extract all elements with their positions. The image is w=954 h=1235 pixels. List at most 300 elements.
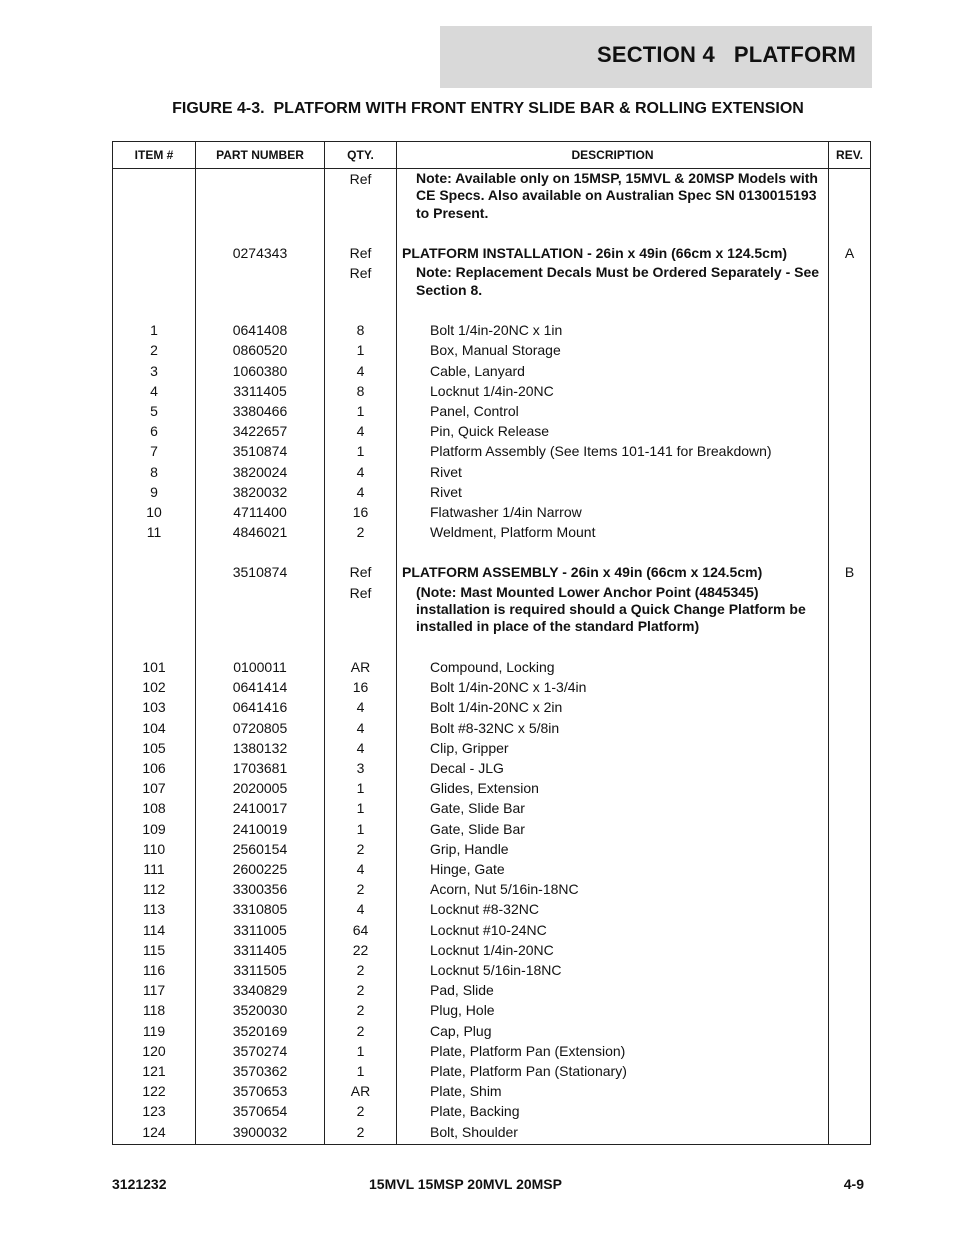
part-description: Plug, Hole: [430, 1002, 495, 1019]
qty-cell: 2: [325, 1122, 397, 1145]
part-description: Plate, Platform Pan (Stationary): [430, 1062, 627, 1079]
description-cell: [397, 263, 829, 300]
rev-cell: [829, 879, 871, 899]
qty-cell: 8: [325, 381, 397, 401]
rev-cell: [829, 320, 871, 340]
rev-cell: [829, 381, 871, 401]
section-header-box: [440, 26, 872, 88]
table-row: [113, 778, 871, 798]
note-row: [113, 263, 871, 300]
item-number-cell: 1: [113, 320, 196, 340]
spacer-cell: [113, 542, 196, 562]
spacer-cell: [196, 637, 325, 657]
rev-cell: [829, 980, 871, 1000]
table-row: [113, 340, 871, 360]
part-number-cell: 3570654: [196, 1101, 325, 1121]
rev-cell: [829, 798, 871, 818]
item-number-cell: 4: [113, 381, 196, 401]
part-description: Bolt 1/4in-20NC x 1in: [430, 322, 563, 339]
rev-cell: [829, 738, 871, 758]
spacer-cell: [325, 542, 397, 562]
footer-doc-number: 3121232: [112, 1176, 167, 1192]
rev-cell: [829, 718, 871, 738]
item-number-cell: 9: [113, 482, 196, 502]
rev-cell: [829, 940, 871, 960]
qty-cell: 1: [325, 401, 397, 421]
description-cell: [397, 522, 829, 542]
table-row: [113, 1021, 871, 1041]
part-number-cell: 3570653: [196, 1081, 325, 1101]
part-description: Gate, Slide Bar: [430, 820, 525, 837]
description-cell: [397, 960, 829, 980]
item-number-cell: 3: [113, 361, 196, 381]
description-cell: [397, 839, 829, 859]
qty-cell: 4: [325, 482, 397, 502]
description-cell: [397, 798, 829, 818]
footer-models: 15MVL 15MSP 20MVL 20MSP: [369, 1176, 562, 1192]
table-row: [113, 980, 871, 1000]
qty-cell: 4: [325, 421, 397, 441]
rev-cell: [829, 441, 871, 461]
qty-cell: 2: [325, 1101, 397, 1121]
description-cell: [397, 562, 829, 582]
qty-cell: 16: [325, 677, 397, 697]
description-cell: [397, 677, 829, 697]
description-cell: [397, 169, 829, 224]
item-number-cell: 117: [113, 980, 196, 1000]
part-number-cell: 0641416: [196, 697, 325, 717]
spacer-cell: [829, 542, 871, 562]
rev-cell: [829, 522, 871, 542]
part-number-cell: 4711400: [196, 502, 325, 522]
description-cell: [397, 502, 829, 522]
item-number-cell: 111: [113, 859, 196, 879]
item-number-cell: 107: [113, 778, 196, 798]
part-description: Plate, Shim: [430, 1083, 502, 1100]
part-number-cell: [196, 583, 325, 637]
spacer-cell: [113, 637, 196, 657]
item-number-cell: 122: [113, 1081, 196, 1101]
table-row: [113, 697, 871, 717]
qty-cell: Ref: [325, 583, 397, 637]
description-cell: [397, 859, 829, 879]
part-description: Glides, Extension: [430, 780, 539, 797]
rev-cell: [829, 361, 871, 381]
table-row: [113, 1122, 871, 1145]
column-header-part-number: PART NUMBER: [196, 142, 325, 169]
qty-cell: Ref: [325, 243, 397, 263]
rev-cell: [829, 401, 871, 421]
rev-cell: [829, 169, 871, 224]
qty-cell: 8: [325, 320, 397, 340]
section-title: SECTION 4 PLATFORM: [596, 42, 856, 67]
rev-cell: [829, 920, 871, 940]
part-number-cell: 3510874: [196, 562, 325, 582]
table-row: [113, 1061, 871, 1081]
part-number-cell: 3820024: [196, 462, 325, 482]
item-number-cell: 11: [113, 522, 196, 542]
rev-cell: [829, 502, 871, 522]
qty-cell: 4: [325, 859, 397, 879]
description-cell: [397, 940, 829, 960]
spacer-cell: [113, 223, 196, 243]
assembly-title: PLATFORM ASSEMBLY - 26in x 49in (66cm x 124.5cm): [402, 564, 763, 581]
table-row: [113, 758, 871, 778]
part-number-cell: 1703681: [196, 758, 325, 778]
item-number-cell: 2: [113, 340, 196, 360]
note-text: (Note: Mast Mounted Lower Anchor Point (4845345) installation is required should a Quick Change Platform be installed in place of the standard Platform): [416, 583, 806, 635]
item-number-cell: 108: [113, 798, 196, 818]
spacer-row: [113, 637, 871, 657]
qty-cell: Ref: [325, 562, 397, 582]
part-number-cell: 2410019: [196, 819, 325, 839]
rev-cell: A: [829, 243, 871, 263]
item-number-cell: 101: [113, 657, 196, 677]
table-row: [113, 960, 871, 980]
note-row: [113, 583, 871, 637]
part-number-cell: 3570362: [196, 1061, 325, 1081]
spacer-cell: [196, 223, 325, 243]
rev-cell: [829, 421, 871, 441]
part-number-cell: 0274343: [196, 243, 325, 263]
table-row: [113, 482, 871, 502]
table-row: [113, 798, 871, 818]
part-description: Pad, Slide: [430, 982, 494, 999]
rev-cell: [829, 1041, 871, 1061]
table-row: [113, 718, 871, 738]
table-row: [113, 1081, 871, 1101]
item-number-cell: 112: [113, 879, 196, 899]
description-cell: [397, 778, 829, 798]
part-number-cell: 3380466: [196, 401, 325, 421]
table-row: [113, 940, 871, 960]
rev-cell: [829, 819, 871, 839]
qty-cell: 4: [325, 697, 397, 717]
table-row: [113, 502, 871, 522]
part-description: Cable, Lanyard: [430, 362, 525, 379]
description-cell: [397, 421, 829, 441]
qty-cell: 2: [325, 522, 397, 542]
part-description: Locknut #10-24NC: [430, 921, 547, 938]
item-number-cell: [113, 169, 196, 224]
assembly-heading-row: [113, 562, 871, 582]
part-number-cell: 3520030: [196, 1000, 325, 1020]
qty-cell: Ref: [325, 169, 397, 224]
item-number-cell: [113, 263, 196, 300]
table-row: [113, 441, 871, 461]
item-number-cell: 120: [113, 1041, 196, 1061]
item-number-cell: 110: [113, 839, 196, 859]
part-number-cell: 2600225: [196, 859, 325, 879]
item-number-cell: [113, 583, 196, 637]
part-number-cell: 0641408: [196, 320, 325, 340]
column-header-description: DESCRIPTION: [397, 142, 829, 169]
part-description: Flatwasher 1/4in Narrow: [430, 504, 582, 521]
qty-cell: 4: [325, 718, 397, 738]
part-description: Acorn, Nut 5/16in-18NC: [430, 881, 579, 898]
description-cell: [397, 718, 829, 738]
rev-cell: [829, 677, 871, 697]
rev-cell: [829, 1021, 871, 1041]
item-number-cell: 106: [113, 758, 196, 778]
item-number-cell: 6: [113, 421, 196, 441]
qty-cell: 4: [325, 738, 397, 758]
rev-cell: [829, 263, 871, 300]
part-number-cell: 4846021: [196, 522, 325, 542]
spacer-cell: [196, 542, 325, 562]
part-number-cell: 0720805: [196, 718, 325, 738]
part-description: Box, Manual Storage: [430, 342, 561, 359]
item-number-cell: 103: [113, 697, 196, 717]
qty-cell: 64: [325, 920, 397, 940]
part-description: Bolt, Shoulder: [430, 1123, 518, 1140]
rev-cell: [829, 1000, 871, 1020]
part-description: Locknut #8-32NC: [430, 901, 539, 918]
part-description: Bolt 1/4in-20NC x 2in: [430, 699, 563, 716]
qty-cell: 2: [325, 1000, 397, 1020]
description-cell: [397, 980, 829, 1000]
spacer-row: [113, 542, 871, 562]
assembly-heading-row: [113, 243, 871, 263]
part-description: Locknut 1/4in-20NC: [430, 941, 554, 958]
table-row: [113, 819, 871, 839]
rev-cell: [829, 899, 871, 919]
rev-cell: [829, 960, 871, 980]
part-number-cell: 0100011: [196, 657, 325, 677]
description-cell: [397, 340, 829, 360]
description-cell: [397, 899, 829, 919]
qty-cell: AR: [325, 657, 397, 677]
description-cell: [397, 819, 829, 839]
part-number-cell: 3311505: [196, 960, 325, 980]
part-description: Plate, Platform Pan (Extension): [430, 1042, 626, 1059]
footer-page-number: 4-9: [843, 1176, 864, 1192]
spacer-cell: [397, 637, 829, 657]
part-description: Grip, Handle: [430, 840, 509, 857]
qty-cell: 4: [325, 899, 397, 919]
part-number-cell: 2410017: [196, 798, 325, 818]
part-description: Compound, Locking: [430, 658, 555, 675]
part-description: Hinge, Gate: [430, 860, 505, 877]
qty-cell: 2: [325, 960, 397, 980]
qty-cell: 3: [325, 758, 397, 778]
rev-cell: [829, 657, 871, 677]
table-row: [113, 1101, 871, 1121]
item-number-cell: 113: [113, 899, 196, 919]
qty-cell: 1: [325, 778, 397, 798]
part-description: Locknut 5/16in-18NC: [430, 961, 562, 978]
qty-cell: 1: [325, 340, 397, 360]
description-cell: [397, 758, 829, 778]
rev-cell: [829, 1122, 871, 1145]
table-row: [113, 899, 871, 919]
description-cell: [397, 879, 829, 899]
part-description: Rivet: [430, 483, 462, 500]
note-text: Note: Replacement Decals Must be Ordered Separately - See Section 8.: [416, 264, 820, 298]
spacer-cell: [113, 300, 196, 320]
spacer-cell: [397, 223, 829, 243]
qty-cell: 4: [325, 361, 397, 381]
table-row: [113, 879, 871, 899]
qty-cell: Ref: [325, 263, 397, 300]
description-cell: [397, 243, 829, 263]
table-row: [113, 401, 871, 421]
description-cell: [397, 462, 829, 482]
item-number-cell: 121: [113, 1061, 196, 1081]
part-description: Bolt 1/4in-20NC x 1-3/4in: [430, 679, 587, 696]
description-cell: [397, 1122, 829, 1145]
rev-cell: [829, 1061, 871, 1081]
rev-cell: [829, 1081, 871, 1101]
rev-cell: B: [829, 562, 871, 582]
table-row: [113, 677, 871, 697]
rev-cell: [829, 697, 871, 717]
rev-cell: [829, 340, 871, 360]
spacer-cell: [325, 637, 397, 657]
description-cell: [397, 1021, 829, 1041]
part-description: Cap, Plug: [430, 1022, 492, 1039]
table-row: [113, 657, 871, 677]
table-row: [113, 421, 871, 441]
item-number-cell: [113, 562, 196, 582]
description-cell: [397, 361, 829, 381]
qty-cell: 1: [325, 1061, 397, 1081]
note-row: [113, 169, 871, 224]
table-row: [113, 381, 871, 401]
qty-cell: 2: [325, 879, 397, 899]
spacer-cell: [829, 637, 871, 657]
note-text: Note: Available only on 15MSP, 15MVL & 20MSP Models with CE Specs. Also available on Australian Spec SN 0130015193 to Present.: [416, 170, 818, 221]
description-cell: [397, 920, 829, 940]
qty-cell: 1: [325, 819, 397, 839]
column-header-item: ITEM #: [113, 142, 196, 169]
rev-cell: [829, 482, 871, 502]
item-number-cell: 123: [113, 1101, 196, 1121]
qty-cell: AR: [325, 1081, 397, 1101]
table-header-row: [113, 142, 871, 169]
part-description: Panel, Control: [430, 403, 519, 420]
item-number-cell: 115: [113, 940, 196, 960]
spacer-row: [113, 300, 871, 320]
part-number-cell: 3900032: [196, 1122, 325, 1145]
column-header-rev: REV.: [829, 142, 871, 169]
item-number-cell: 114: [113, 920, 196, 940]
description-cell: [397, 657, 829, 677]
spacer-row: [113, 223, 871, 243]
item-number-cell: [113, 243, 196, 263]
figure-title: FIGURE 4-3. PLATFORM WITH FRONT ENTRY SLIDE BAR & ROLLING EXTENSION: [172, 100, 804, 117]
rev-cell: [829, 839, 871, 859]
item-number-cell: 116: [113, 960, 196, 980]
part-number-cell: 3300356: [196, 879, 325, 899]
spacer-cell: [196, 300, 325, 320]
qty-cell: 22: [325, 940, 397, 960]
description-cell: [397, 1000, 829, 1020]
part-number-cell: 3311405: [196, 381, 325, 401]
part-number-cell: 1380132: [196, 738, 325, 758]
description-cell: [397, 583, 829, 637]
part-number-cell: 3422657: [196, 421, 325, 441]
table-row: [113, 462, 871, 482]
spacer-cell: [325, 300, 397, 320]
qty-cell: 2: [325, 980, 397, 1000]
qty-cell: 16: [325, 502, 397, 522]
rev-cell: [829, 1101, 871, 1121]
description-cell: [397, 1081, 829, 1101]
rev-cell: [829, 758, 871, 778]
item-number-cell: 104: [113, 718, 196, 738]
item-number-cell: 109: [113, 819, 196, 839]
qty-cell: 1: [325, 798, 397, 818]
description-cell: [397, 401, 829, 421]
item-number-cell: 105: [113, 738, 196, 758]
table-row: [113, 1000, 871, 1020]
description-cell: [397, 320, 829, 340]
item-number-cell: 119: [113, 1021, 196, 1041]
part-description: Locknut 1/4in-20NC: [430, 382, 554, 399]
qty-cell: 2: [325, 839, 397, 859]
part-description: Gate, Slide Bar: [430, 800, 525, 817]
part-number-cell: 3510874: [196, 441, 325, 461]
spacer-cell: [397, 542, 829, 562]
part-number-cell: 3340829: [196, 980, 325, 1000]
table-row: [113, 738, 871, 758]
table-row: [113, 859, 871, 879]
spacer-cell: [829, 223, 871, 243]
description-cell: [397, 482, 829, 502]
rev-cell: [829, 462, 871, 482]
qty-cell: 4: [325, 462, 397, 482]
rev-cell: [829, 778, 871, 798]
item-number-cell: 8: [113, 462, 196, 482]
table-row: [113, 839, 871, 859]
description-cell: [397, 1041, 829, 1061]
qty-cell: 1: [325, 1041, 397, 1061]
part-description: Clip, Gripper: [430, 739, 509, 756]
part-description: Plate, Backing: [430, 1103, 520, 1120]
part-description: Decal - JLG: [430, 759, 504, 776]
part-number-cell: 2560154: [196, 839, 325, 859]
part-number-cell: [196, 169, 325, 224]
spacer-cell: [325, 223, 397, 243]
parts-table: [112, 141, 871, 1145]
part-number-cell: 3820032: [196, 482, 325, 502]
qty-cell: 1: [325, 441, 397, 461]
part-number-cell: 3311405: [196, 940, 325, 960]
part-number-cell: 1060380: [196, 361, 325, 381]
part-number-cell: 3310805: [196, 899, 325, 919]
part-description: Platform Assembly (See Items 101-141 for Breakdown): [430, 443, 772, 460]
column-header-qty: QTY.: [325, 142, 397, 169]
part-number-cell: 2020005: [196, 778, 325, 798]
qty-cell: 2: [325, 1021, 397, 1041]
table-row: [113, 1041, 871, 1061]
part-number-cell: 3520169: [196, 1021, 325, 1041]
description-cell: [397, 381, 829, 401]
description-cell: [397, 738, 829, 758]
item-number-cell: 5: [113, 401, 196, 421]
spacer-cell: [829, 300, 871, 320]
part-description: Pin, Quick Release: [430, 423, 550, 440]
parts-table-body: [113, 169, 871, 1145]
item-number-cell: 102: [113, 677, 196, 697]
description-cell: [397, 1061, 829, 1081]
part-number-cell: [196, 263, 325, 300]
part-number-cell: 3570274: [196, 1041, 325, 1061]
part-description: Bolt #8-32NC x 5/8in: [430, 719, 560, 736]
spacer-cell: [397, 300, 829, 320]
rev-cell: [829, 583, 871, 637]
